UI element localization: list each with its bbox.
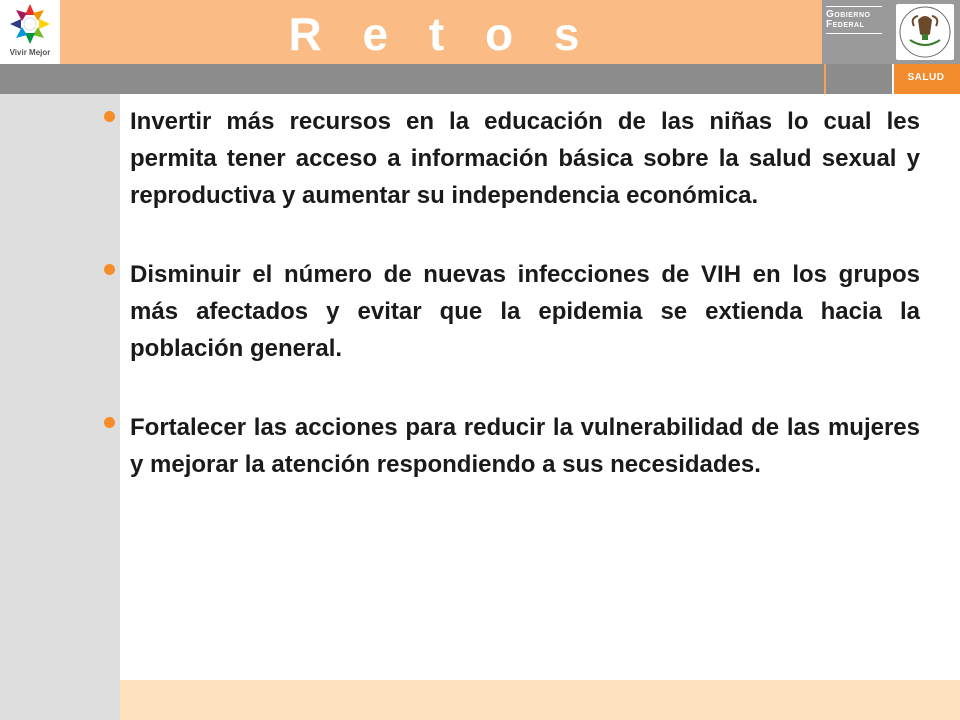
mexican-seal (896, 4, 954, 60)
gobierno-line1: Gobierno (826, 9, 871, 20)
bullet-dot-icon (104, 111, 115, 122)
bullet-text: Fortalecer las acciones para reducir la vulnerabilidad de las mujeres y mejorar la atención respondiendo a sus necesidades. (130, 414, 920, 478)
salud-label: SALUD (907, 72, 945, 83)
gobierno-line2: Federal (826, 19, 865, 30)
rule-divider (826, 6, 882, 7)
bottom-band (120, 680, 960, 720)
salud-stub (824, 64, 894, 94)
bullet-dot-icon (104, 417, 115, 428)
header-gray-band (0, 64, 960, 94)
bullet-item (100, 409, 920, 483)
slide-title: R e t o s (288, 8, 594, 60)
bullet-dot-icon (104, 264, 115, 275)
flower-logo-icon (6, 2, 54, 48)
salud-box (892, 64, 960, 94)
bullet-text: Invertir más recursos en la educación de las niñas lo cual les permita tener acceso a información básica sobre la salud sexual y reproductiva y aumentar su independencia económica. (130, 108, 920, 209)
rule-divider (826, 33, 882, 34)
bullet-item (100, 103, 920, 214)
logo-caption: Vivir Mejor (9, 48, 51, 57)
bullet-list (100, 103, 920, 525)
eagle-seal-icon (896, 4, 954, 60)
bullet-item (100, 256, 920, 367)
vivir-mejor-logo (0, 0, 60, 64)
bullet-text: Disminuir el número de nuevas infecciones de VIH en los grupos más afectados y evitar que la epidemia se extienda hacia la población general. (130, 261, 920, 362)
gobierno-federal-label (826, 6, 888, 34)
